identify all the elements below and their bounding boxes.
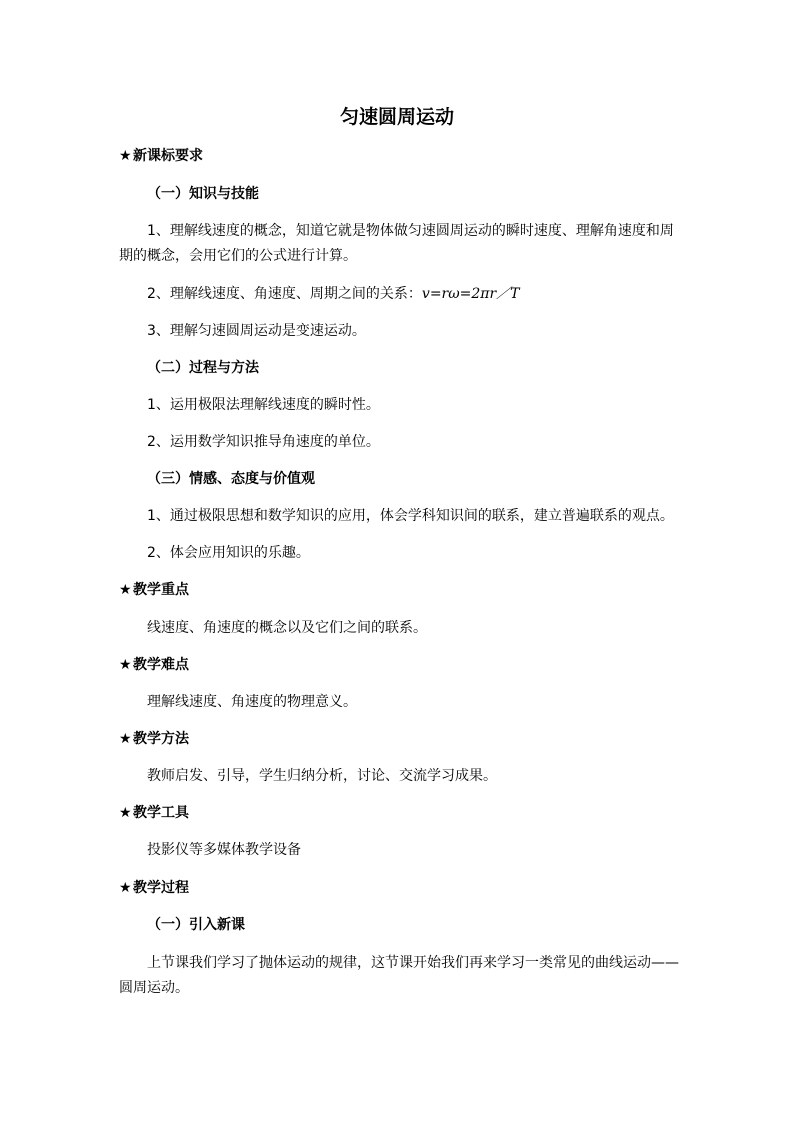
subheading-attitude-values: （三）情感、态度与价值观 <box>147 471 315 487</box>
star-icon: ★ <box>119 657 132 673</box>
paragraph-line: 教师启发、引导，学生归纳分析，讨论、交流学习成果。 <box>147 768 497 784</box>
paragraph-line: 上节课我们学习了抛体运动的规律，这节课开始我们再来学习一类常见的曲线运动—— <box>147 955 679 971</box>
subheading-introduction: （一）引入新课 <box>147 917 245 933</box>
paragraph-line: 3、理解匀速圆周运动是变速运动。 <box>147 323 366 339</box>
paragraph-text: 2、理解线速度、角速度、周期之间的关系： <box>147 286 422 302</box>
paragraph-line: 1、通过极限思想和数学知识的应用，体会学科知识间的联系，建立普遍联系的观点。 <box>147 508 674 524</box>
paragraph-line: 2、运用数学知识推导角速度的单位。 <box>147 434 380 450</box>
section-heading-key-points <box>119 580 794 600</box>
star-icon: ★ <box>119 880 132 896</box>
section-heading-methods <box>119 729 794 749</box>
paragraph-line: 投影仪等多媒体教学设备 <box>147 842 301 858</box>
formula: v=rω=2πr／T <box>421 286 520 302</box>
section-heading-difficulties <box>119 655 794 675</box>
page-title: 匀速圆周运动 <box>339 106 454 128</box>
star-icon: ★ <box>119 582 132 598</box>
section-heading-text: 教学工具 <box>133 805 189 821</box>
subheading-knowledge-skills: （一）知识与技能 <box>147 186 259 202</box>
paragraph-line: 1、运用极限法理解线速度的瞬时性。 <box>147 397 380 413</box>
section-heading-tools <box>119 803 794 823</box>
paragraph-line: 线速度、角速度的概念以及它们之间的联系。 <box>147 620 427 636</box>
star-icon: ★ <box>119 148 132 164</box>
paragraph-line: 理解线速度、角速度的物理意义。 <box>147 694 357 710</box>
section-heading-text: 教学过程 <box>133 880 189 896</box>
star-icon: ★ <box>119 805 132 821</box>
section-heading-text: 教学重点 <box>133 582 189 598</box>
section-heading-text: 教学方法 <box>133 731 189 747</box>
paragraph-line: 2、体会应用知识的乐趣。 <box>147 545 310 561</box>
section-heading-process <box>119 878 794 898</box>
paragraph-line: 1、理解线速度的概念，知道它就是物体做匀速圆周运动的瞬时速度、理解角速度和周 <box>147 223 674 239</box>
paragraph-line: 期的概念，会用它们的公式进行计算。 <box>119 248 357 264</box>
section-heading-standards <box>119 146 794 166</box>
section-heading-text: 新课标要求 <box>133 148 203 164</box>
section-heading-text: 教学难点 <box>133 657 189 673</box>
paragraph-line-formula <box>147 284 794 304</box>
subheading-process-method: （二）过程与方法 <box>147 360 259 376</box>
paragraph-line: 圆周运动。 <box>119 980 189 996</box>
star-icon: ★ <box>119 731 132 747</box>
